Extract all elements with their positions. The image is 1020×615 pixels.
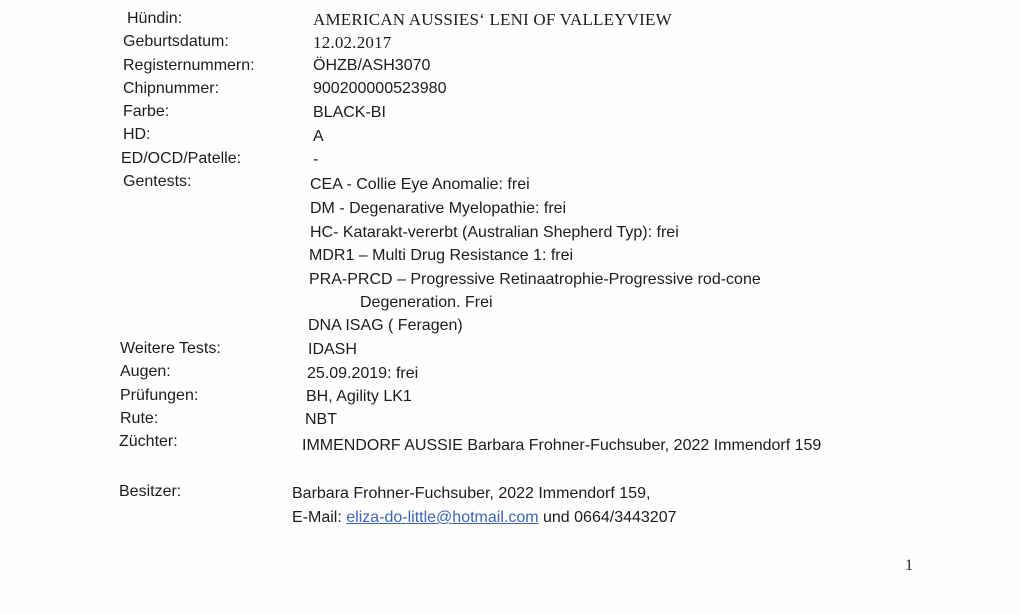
- value-chipnummer: 900200000523980: [313, 80, 447, 97]
- label-weitere-tests: Weitere Tests:: [120, 340, 221, 357]
- page-number: 1: [905, 557, 913, 574]
- value-rute: NBT: [305, 411, 337, 428]
- gentest-item: PRA-PRCD – Progressive Retinaatrophie-Progressive rod-cone: [309, 271, 761, 288]
- value-registernummern: ÖHZB/ASH3070: [313, 57, 431, 74]
- value-ed-ocd-patelle: -: [313, 151, 319, 168]
- gentest-item: DM - Degenarative Myelopathie: frei: [310, 200, 567, 217]
- gentest-item: MDR1 – Multi Drug Resistance 1: frei: [309, 247, 574, 264]
- value-augen: 25.09.2019: frei: [307, 365, 419, 382]
- gentest-item: CEA - Collie Eye Anomalie: frei: [310, 176, 530, 193]
- gentest-item: HC- Katarakt-vererbt (Australian Shepherd Typ): frei: [310, 224, 679, 241]
- label-pruefungen: Prüfungen:: [120, 387, 199, 404]
- value-besitzer-address: Barbara Frohner-Fuchsuber, 2022 Immendorf 159,: [292, 485, 651, 502]
- email-link[interactable]: eliza-do-little@hotmail.com: [346, 509, 539, 526]
- label-rute: Rute:: [120, 410, 159, 427]
- label-farbe: Farbe:: [123, 103, 170, 120]
- value-weitere-tests: IDASH: [308, 341, 357, 358]
- label-chipnummer: Chipnummer:: [123, 80, 220, 97]
- value-zuechter: IMMENDORF AUSSIE Barbara Frohner-Fuchsuber, 2022 Immendorf 159: [302, 437, 822, 454]
- gentest-item: Degeneration. Frei: [360, 294, 493, 311]
- label-ed-ocd-patelle: ED/OCD/Patelle:: [121, 150, 242, 167]
- value-farbe: BLACK-BI: [313, 104, 386, 121]
- value-huendin: AMERICAN AUSSIES‘ LENI OF VALLEYVIEW: [313, 10, 672, 29]
- label-zuechter: Züchter:: [119, 433, 178, 450]
- value-hd: A: [313, 128, 324, 145]
- owner-contact-line: [292, 508, 676, 528]
- label-hd: HD:: [123, 126, 151, 143]
- label-registernummern: Registernummern:: [123, 57, 255, 74]
- conjunction: und: [543, 509, 570, 526]
- email-prefix: E-Mail:: [292, 509, 342, 526]
- gentest-item: DNA ISAG ( Feragen): [308, 317, 463, 334]
- label-huendin: Hündin:: [127, 10, 183, 27]
- label-geburtsdatum: Geburtsdatum:: [123, 33, 229, 50]
- label-augen: Augen:: [120, 363, 171, 380]
- label-besitzer: Besitzer:: [119, 483, 182, 500]
- phone-number: 0664/3443207: [574, 509, 677, 526]
- label-gentests: Gentests:: [123, 173, 192, 190]
- value-pruefungen: BH, Agility LK1: [306, 388, 412, 405]
- value-geburtsdatum: 12.02.2017: [313, 33, 392, 52]
